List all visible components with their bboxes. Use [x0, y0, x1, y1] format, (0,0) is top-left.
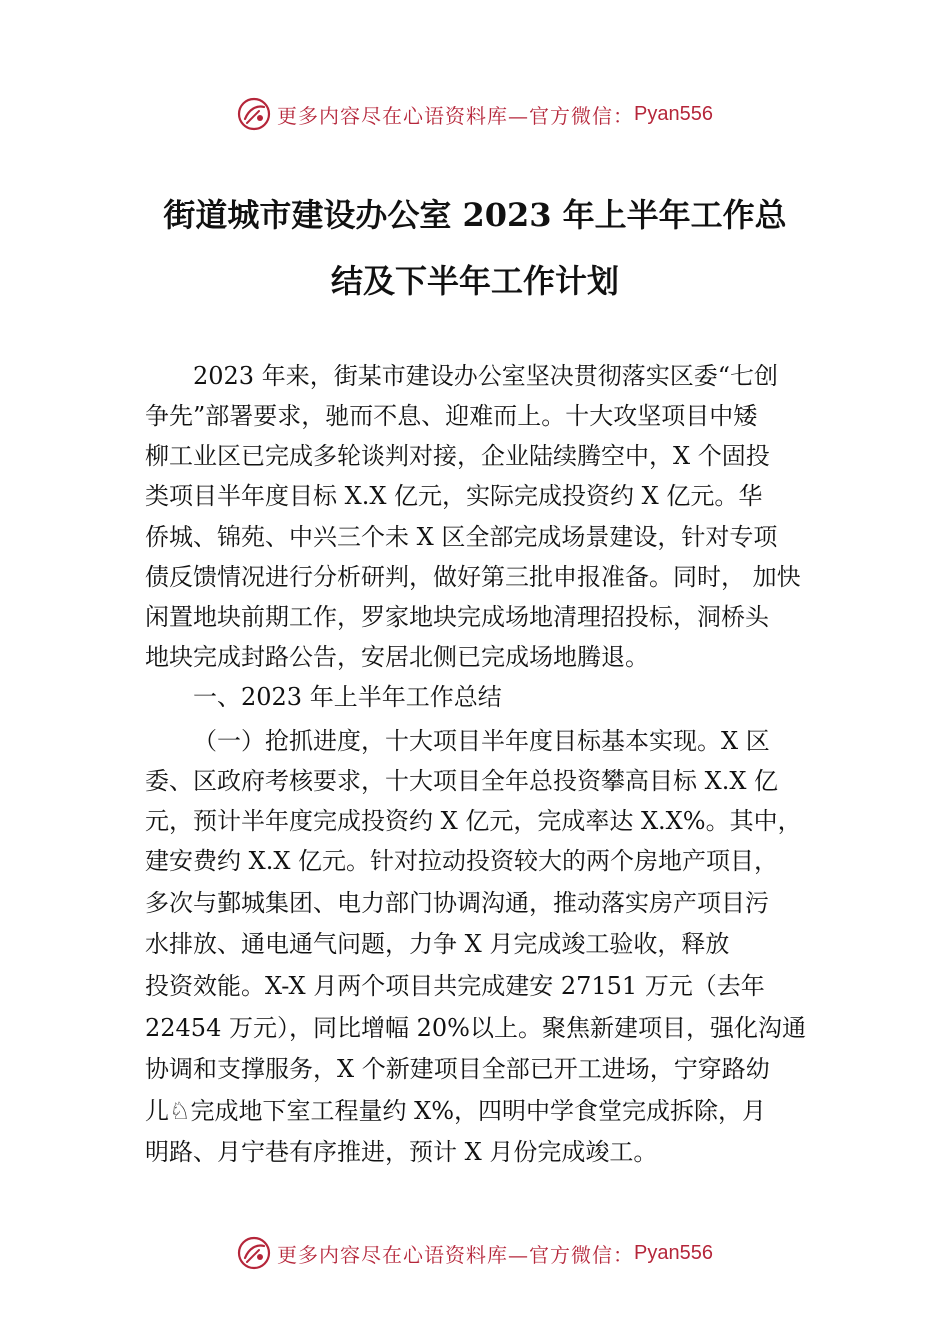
body-line: 类项目半年度目标 X.X 亿元，实际完成投资约 X 亿元。华	[145, 482, 763, 510]
body-line: 地块完成封路公告，安居北侧已完成场地腾退。	[145, 643, 649, 671]
body-line: 争先”部署要求，驰而不息、迎难而上。十大攻坚项目中矮	[145, 402, 758, 430]
body-line: 2023 年来，街某市建设办公室坚决贯彻落实区委“七创	[193, 362, 778, 390]
brand-logo-icon	[237, 1236, 271, 1270]
body-line: 水排放、通电通气问题，力争 X 月完成竣工验收，释放	[145, 930, 730, 958]
banner-wechat-id: Pyan556	[634, 1241, 713, 1264]
brand-logo-icon	[237, 97, 271, 131]
footer-watermark-banner	[0, 1233, 950, 1273]
body-line: （一）抢抓进度，十大项目半年度目标基本实现。X 区	[193, 727, 770, 755]
header-watermark-banner	[0, 94, 950, 134]
body-line: 投资效能。X-X 月两个项目共完成建安 27151 万元（去年	[145, 972, 765, 1000]
body-line: 柳工业区已完成多轮谈判对接，企业陆续腾空中，X 个固投	[145, 442, 770, 470]
body-line: 22454 万元），同比增幅 20%以上。聚焦新建项目，强化沟通	[145, 1014, 806, 1042]
body-line: 侨城、锦苑、中兴三个未 X 区全部完成场景建设，针对专项	[145, 523, 778, 551]
body-line: 明路、月宁巷有序推进，预计 X 月份完成竣工。	[145, 1138, 658, 1166]
document-title-line-1: 街道城市建设办公室 2023 年上半年工作总	[163, 196, 787, 234]
document-title-line-2: 结及下半年工作计划	[330, 262, 619, 300]
body-line: 闲置地块前期工作，罗家地块完成场地清理招投标，洞桥头	[145, 603, 769, 631]
section-heading: 一、2023 年上半年工作总结	[193, 683, 502, 711]
body-line: 儿♘完成地下室工程量约 X%，四明中学食堂完成拆除，月	[145, 1097, 767, 1125]
body-line: 元，预计半年度完成投资约 X 亿元，完成率达 X.X%。其中，	[145, 807, 802, 835]
banner-text: 更多内容尽在心语资料库—官方微信：	[277, 1242, 635, 1267]
body-line: 债反馈情况进行分析研判，做好第三批申报准备。同时， 加快	[145, 563, 801, 591]
body-line: 建安费约 X.X 亿元。针对拉动投资较大的两个房地产项目，	[145, 847, 779, 875]
body-line: 委、区政府考核要求，十大项目全年总投资攀高目标 X.X 亿	[145, 767, 779, 795]
banner-wechat-id: Pyan556	[634, 102, 713, 125]
body-line: 协调和支撑服务，X 个新建项目全部已开工进场，宁穿路幼	[145, 1055, 770, 1083]
body-line: 多次与鄞城集团、电力部门协调沟通，推动落实房产项目污	[145, 889, 769, 917]
banner-text: 更多内容尽在心语资料库—官方微信：	[277, 103, 635, 128]
